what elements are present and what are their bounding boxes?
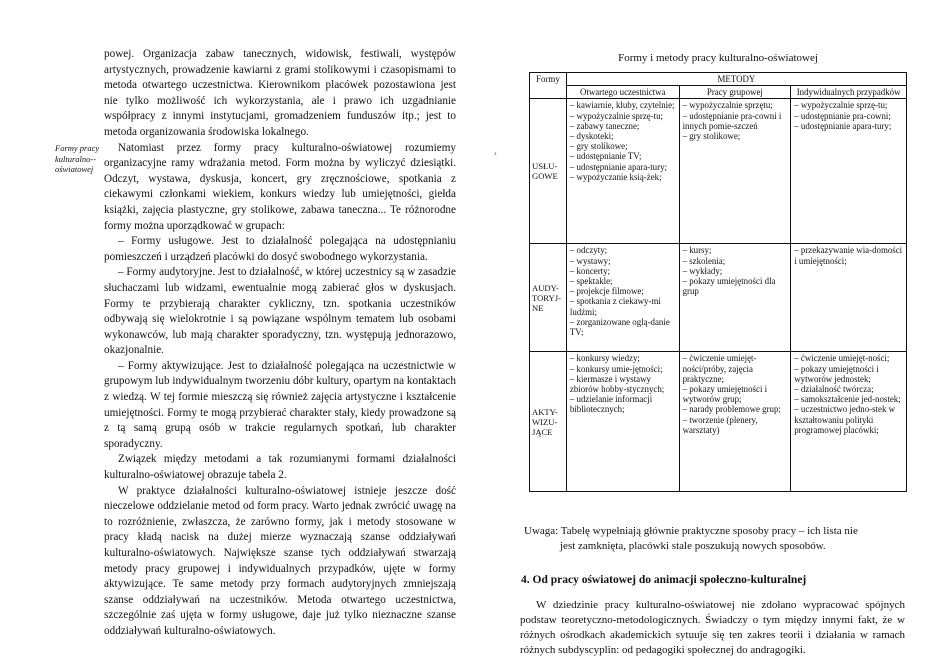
table-subheader-row xyxy=(530,86,907,99)
metody-header: METODY xyxy=(566,73,906,86)
cell-list-item: – wypożyczalnie sprzętu; xyxy=(682,100,773,111)
cell-list-item: – pokazy umiejętności i wytworów grup; xyxy=(682,384,768,405)
table-cell xyxy=(679,99,791,244)
column-header: Otwartego uczestnictwa xyxy=(566,86,679,99)
cell-list-item: – udostępnianie pra-cowni; xyxy=(794,110,891,121)
cell-list-item: – samokształcenie jed-nostek; xyxy=(794,394,901,405)
cell-list-item: – gry stolikowe; xyxy=(569,141,628,152)
row-header: AKTY-WIZU-JĄCE xyxy=(530,352,567,492)
left-page-text xyxy=(104,47,456,640)
cell-list-item: – udostępnianie apara-tury; xyxy=(794,120,892,131)
table-cell xyxy=(679,352,791,492)
cell-list-item: – dyskoteki; xyxy=(569,131,614,142)
paragraph: Natomiast przez formy pracy kulturalno-oświatowej rozumiemy organizacyjne ramy wdrażania metod. Form można by wyliczyć dziesiątki. Odczyt, wystawa, dyskusja, koncert, gry zręcznościowe, spotkania z ciekawymi członkami wiekiem, konkurs wiedzy lub umiejętności, giełda książki, zajęcia plastyczne, gry stolikowe, zabawa taneczna... Te różnorodne formy można uporządkować w grupach: xyxy=(104,141,456,232)
cell-list-item: – ćwiczenie umiejęt-ności/próby, zajęcia praktyczne; xyxy=(682,353,757,384)
paragraph: – Formy audytoryjne. Jest to działalność, w której uczestnicy są w zasadzie słuchaczami lub widzami, ewentualnie mogą zabierać głos w dyskusjach. Formy te przybierają charakter cykliczny, tzn. spotkania uczestników odbywają się wielokrotnie i są powiązane wspólnym tematem lub osobami wykonawców, lub mają charakter sporadyczny, tzn. występują jednorazowo, okazjonalnie. xyxy=(104,266,456,357)
cell-list-item: – gry stolikowe; xyxy=(682,131,741,142)
paragraph: W dziedzinie pracy kulturalno-oświatowej nie zdołano wypracować spójnych podstaw teoretyczno-metodologicznych. Świadczy o tym między innymi fakt, że w różnych ośrodkach akademickich sytuuje się ten zakres teorii i działania w ramach różnych subdyscyplin: od pedagogiki społecznej do andragogiki. xyxy=(520,599,905,656)
right-page-text xyxy=(520,598,905,658)
margin-note: Formy pracy kulturalno--oświatowej xyxy=(55,143,100,174)
table-cell xyxy=(566,99,679,244)
column-header: Indywidualnych przypadków xyxy=(791,86,907,99)
table-row xyxy=(530,244,907,352)
note-text-line1: Tabelę wypełniają głównie praktyczne sposoby pracy – ich lista nie xyxy=(560,525,858,537)
cell-list-item: – wystawy; xyxy=(569,255,611,266)
cell-list-item: – udostępnianie apara-tury; xyxy=(569,161,667,172)
cell-list-item: – wypożyczalnie sprzę-tu; xyxy=(794,100,888,111)
table-cell xyxy=(566,244,679,352)
cell-list-item: – wypożyczanie ksią-żek; xyxy=(569,171,662,182)
cell-list-item: – tworzenie (plenery, warsztaty) xyxy=(682,414,758,435)
cell-list-item: – pokazy umiejętności i wytworów jednostek; xyxy=(794,363,879,384)
table-note xyxy=(524,524,904,554)
cell-list-item: – wykłady; xyxy=(682,265,723,276)
column-header: Pracy grupowej xyxy=(679,86,791,99)
cell-list-item: – konkursy umie-jętności; xyxy=(569,363,663,374)
cell-list-item: – kiermasze i wystawy zbiorów hobby-stycznych; xyxy=(569,373,665,395)
paragraph: Związek między metodami a tak rozumianymi formami działalności kulturalno-oświatowej obrazuje tabela 2. xyxy=(104,453,456,482)
cell-list-item: – przekazywanie wia-domości i umiejętności; xyxy=(794,245,903,266)
paragraph: – Formy aktywizujące. Jest to działalność polegająca na uczestnictwie w grupowym lub indywidualnym tworzeniu dóbr kultury, opartym na kontaktach z wiedzą. W tej formie mieszczą się również zajęcia artystyczne i kształcenie umiejętności. Formy te mogą przybierać charakter stały, kiedy prowadzone są z tą samą grupą osób w trakcie regularnych spotkań, lub charakter sporadyczny. xyxy=(104,359,456,450)
cell-list-item: – kursy; xyxy=(682,245,712,256)
cell-list-item: – wypożyczalnie sprzę-tu; xyxy=(569,110,664,121)
cell-list-item: – projekcje filmowe; xyxy=(569,286,644,297)
cell-list-item: – udostępnianie pra-cowni i innych pomie-szczeń xyxy=(682,110,782,131)
table-title: Formy i metody pracy kulturalno-oświatowej xyxy=(618,52,818,64)
paragraph: powej. Organizacja zabaw tanecznych, widowisk, festiwali, występów artystycznych, prowadzenie kawiarni z grami stolikowymi i czasopismami to metoda otwartego uczestnictwa. Kierownikom placówek pozostawiona jest nie tylko możliwość ich wykorzystania, ale i prawo ich uzgadnianie współpracy z innymi instytucjami, gromadzeniem funduszów itp.; jest to metoda organizowania środowiska lokalnego. xyxy=(104,48,456,138)
gutter-mark: ‹ xyxy=(494,148,497,158)
table-row xyxy=(530,352,907,492)
section-heading: 4. Od pracy oświatowej do animacji społeczno-kulturalnej xyxy=(521,574,807,586)
table-header-row xyxy=(530,73,907,86)
cell-list-item: – spotkania z ciekawy-mi ludźmi; xyxy=(569,296,661,317)
cell-list-item: – uczestnictwo jedno-stek w kształtowaniu polityki programowej placówki; xyxy=(794,404,896,435)
corner-header: Formy xyxy=(530,73,567,99)
cell-list-item: – ćwiczenie umiejęt-ności; xyxy=(794,353,890,364)
cell-list-item: – koncerty; xyxy=(569,265,611,276)
note-label: Uwaga: xyxy=(524,525,559,537)
cell-list-item: – zorganizowane oglą-danie TV; xyxy=(569,316,670,338)
cell-list-item: – spektakle; xyxy=(569,276,613,287)
row-header: AUDY-TORYJ-NE xyxy=(530,244,567,352)
table-cell xyxy=(566,352,679,492)
cell-list-item: – szkolenia; xyxy=(682,255,726,266)
cell-list-item: – kawiarnie, kluby, czytelnie; xyxy=(569,100,675,111)
cell-list-item: – narady problemowe grup; xyxy=(682,404,781,415)
paragraph: W praktyce działalności kulturalno-oświatowej istnieje jeszcze dość nieczelowe oddzielanie metod od form pracy. Warto jednak zwrócić uwagę na to rozróżnienie, zwłaszcza, że zarówno formy, jak i metody stosowane w pracy kładą nacisk na dużej mierze wyznaczają szanse oddziaływań kulturalno-oświatowych. Największe szanse tych oddziaływań stwarzają metody pracy grupowej i indywidualnych przypadków, ujęte w formy aktywizujące. Te same metody przy formach audytoryjnych zmniejszają szanse oddziaływań na uczestników. Metoda otwartego uczestnictwa, szczególnie zaś ujęta w formy usługowe, daje już tylko nieznaczne szanse oddziaływań kulturalno-oświatowych. xyxy=(104,484,456,637)
cell-list-item: – udostępnianie TV; xyxy=(569,151,642,162)
table-cell xyxy=(791,244,907,352)
cell-list-item: – odczyty; xyxy=(569,245,608,256)
table-cell xyxy=(791,99,907,244)
cell-list-item: – pokazy umiejętności dla grup xyxy=(682,276,776,297)
paragraph: – Formy usługowe. Jest to działalność polegająca na udostępnianiu pomieszczeń i urządzeń placówki do dosyć swobodnego wykorzystania. xyxy=(104,235,456,263)
methods-table xyxy=(529,72,907,492)
table-cell xyxy=(791,352,907,492)
table-row xyxy=(530,99,907,244)
table-cell xyxy=(679,244,791,352)
cell-list-item: – konkursy wiedzy; xyxy=(569,353,640,364)
note-text-line2: jest zamknięta, placówki stale poszukują nowych sposobów. xyxy=(560,540,826,552)
cell-list-item: – działalność twórcza; xyxy=(794,384,874,395)
cell-list-item: – zabawy taneczne; xyxy=(569,120,640,131)
row-header: USŁU-GOWE xyxy=(530,99,567,244)
cell-list-item: – udzielanie informacji bibliotecznych; xyxy=(569,394,653,415)
